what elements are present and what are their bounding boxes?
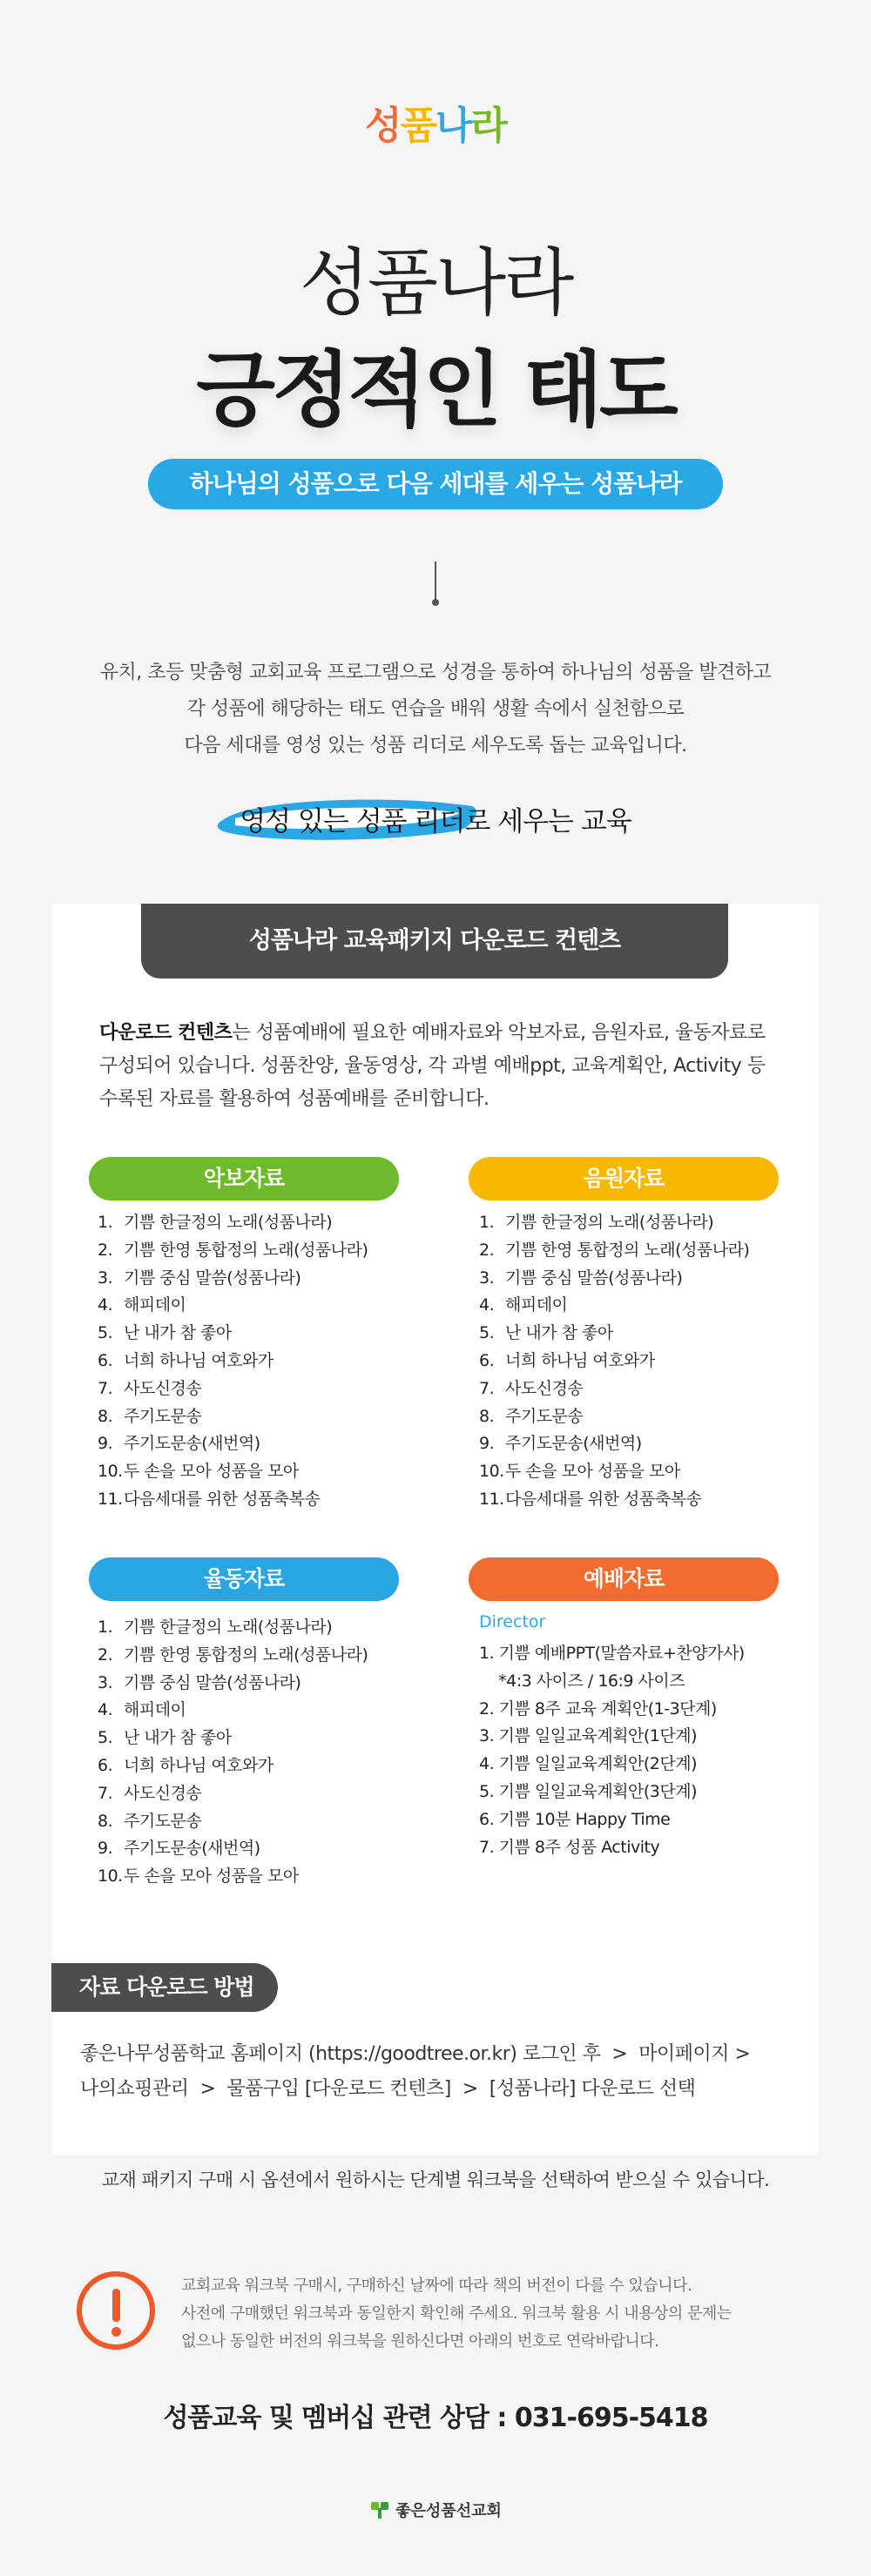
slogan: 영성 있는 성품 리더로 세우는 교육: [240, 806, 631, 837]
desc-line: [99, 1017, 779, 1050]
list-item: 11.다음세대를 위한 성품축복송: [98, 1489, 321, 1509]
warning-line: 없으나 동일한 버전의 워크북을 원하신다면 아래의 번호로 연락바랍니다.: [181, 2332, 659, 2351]
warning-icon: [77, 2271, 155, 2350]
dance-list: [98, 1614, 368, 1891]
list-item: 9. 주기도문송(새번역): [479, 1434, 642, 1454]
list-item: 6. 기쁨 10분 Happy Time: [479, 1809, 671, 1829]
list-item: 11.다음세대를 위한 성품축복송: [479, 1489, 702, 1509]
list-item: 2. 기쁨 한영 통합정의 노래(성품나라): [98, 1644, 368, 1665]
audio-list: [479, 1209, 749, 1514]
desc-bold: 다운로드 컨텐츠: [99, 1022, 233, 1044]
audio-label: 음원자료: [469, 1157, 779, 1201]
footer-logo: [0, 2499, 871, 2521]
list-item: 1. 기쁨 예배PPT(말씀자료+찬양가사): [479, 1644, 745, 1663]
download-line: 나의쇼핑관리 > 물품구입 [다운로드 컨텐츠] > [성품나라] 다운로드 선택: [80, 2078, 696, 2100]
desc-rest: 는 성품예배에 필요한 예배자료와 악보자료, 음원자료, 율동자료로: [232, 1022, 766, 1044]
list-item: 5. 난 내가 참 좋아: [98, 1728, 232, 1748]
list-item: 9. 주기도문송(새번역): [98, 1434, 260, 1454]
subtitle-badge: 하나님의 성품으로 다음 세대를 세우는 성품나라: [148, 459, 723, 509]
download-instructions: [80, 2037, 794, 2107]
list-item: 8. 주기도문송: [98, 1406, 202, 1426]
brand-logo: [0, 94, 871, 150]
dance-label: 율동자료: [89, 1557, 399, 1601]
package-note: 교재 패키지 구매 시 옵션에서 원하시는 단계별 워크북을 선택하여 받으실 수 있습니다.: [101, 2169, 770, 2190]
list-item: 3. 기쁨 중심 말씀(성품나라): [98, 1268, 301, 1288]
footer-name: 좋은성품선교회: [395, 2502, 502, 2520]
list-item: 7. 기쁨 8주 성품 Activity: [479, 1837, 660, 1857]
intro-text: [0, 655, 871, 764]
page-title: 성품나라: [299, 240, 572, 326]
list-item: 3. 기쁨 중심 말씀(성품나라): [479, 1268, 683, 1288]
list-item: 4. 기쁨 일일교육계획안(2단계): [479, 1754, 698, 1774]
warning-line: 사전에 구매했던 워크북과 동일한지 확인해 주세요. 워크북 활용 시 내용상의 문제는: [181, 2304, 732, 2323]
list-item: 9. 주기도문송(새번역): [98, 1839, 260, 1859]
tree-icon: [369, 2499, 390, 2520]
contact-info: 성품교육 및 멤버십 관련 상담 : 031-695-5418: [163, 2403, 708, 2433]
list-item: 6. 너희 하나님 여호와가: [479, 1350, 655, 1370]
list-item: 7. 사도신경송: [479, 1378, 584, 1398]
list-item: *4:3 사이즈 / 16:9 사이즈: [479, 1671, 685, 1691]
list-item: 3. 기쁨 일일교육계획안(1단계): [479, 1726, 698, 1746]
list-item: 6. 너희 하나님 여호와가: [98, 1350, 273, 1370]
list-item: 10.두 손을 모아 성품을 모아: [479, 1462, 680, 1482]
list-item: 5. 기쁨 일일교육계획안(3단계): [479, 1781, 698, 1801]
intro-line: 유치, 초등 맞춤형 교회교육 프로그램으로 성경을 통하여 하나님의 성품을 발견하고: [99, 662, 772, 683]
sheet-music-label: 악보자료: [89, 1157, 399, 1201]
desc-line: 구성되어 있습니다. 성품찬양, 율동영상, 각 과별 예배ppt, 교육계획안, Activity 등: [99, 1055, 766, 1077]
list-item: 4. 해피데이: [98, 1700, 186, 1720]
intro-line: 각 성품에 해당하는 태도 연습을 배워 생활 속에서 실천함으로: [186, 698, 685, 720]
list-item: 10.두 손을 모아 성품을 모아: [98, 1866, 299, 1887]
list-item: 10.두 손을 모아 성품을 모아: [98, 1462, 299, 1482]
page-headline: 긍정적인 태도: [196, 343, 675, 438]
logo-char: 라: [470, 104, 507, 148]
worship-label: 예배자료: [469, 1557, 779, 1601]
logo-char: 나: [436, 104, 471, 148]
list-item: 1. 기쁨 한글정의 노래(성품나라): [98, 1213, 333, 1232]
divider-dot: [432, 599, 439, 606]
list-item: 3. 기쁨 중심 말씀(성품나라): [98, 1672, 301, 1692]
list-item: 8. 주기도문송: [98, 1811, 202, 1831]
intro-line: 다음 세대를 영성 있는 성품 리더로 세우도록 돕는 교육입니다.: [184, 735, 687, 757]
warning-line: 교회교육 워크북 구매시, 구매하신 날짜에 따라 책의 버전이 다를 수 있습니다.: [181, 2277, 692, 2295]
list-item: 7. 사도신경송: [98, 1783, 202, 1803]
list-item: 4. 해피데이: [479, 1295, 568, 1315]
download-line: 좋은나무성품학교 홈페이지 (https://goodtree.or.kr) 로그인 후 > 마이페이지 >: [80, 2043, 751, 2065]
package-description: [99, 1017, 779, 1116]
sheet-music-list: [98, 1209, 368, 1514]
list-item: 2. 기쁨 한영 통합정의 노래(성품나라): [479, 1240, 750, 1260]
list-item: 4. 해피데이: [98, 1295, 186, 1315]
director-label: Director: [479, 1612, 546, 1631]
desc-line: 수록된 자료를 활용하여 성품예배를 준비합니다.: [99, 1088, 490, 1110]
warning-text: [181, 2272, 808, 2356]
logo-char: 성: [364, 104, 401, 148]
list-item: 5. 난 내가 참 좋아: [98, 1323, 232, 1343]
list-item: 8. 주기도문송: [479, 1406, 584, 1426]
list-item: 2. 기쁨 8주 교육 계획안(1-3단계): [479, 1698, 717, 1718]
worship-list: [479, 1640, 745, 1861]
list-item: 5. 난 내가 참 좋아: [479, 1323, 613, 1343]
list-item: 1. 기쁨 한글정의 노래(성품나라): [98, 1618, 333, 1637]
section-heading: 성품나라 교육패키지 다운로드 컨텐츠: [141, 904, 728, 979]
list-item: 6. 너희 하나님 여호와가: [98, 1755, 273, 1775]
download-method-tab: 자료 다운로드 방법: [51, 1963, 278, 2012]
list-item: 2. 기쁨 한영 통합정의 노래(성품나라): [98, 1240, 368, 1260]
divider-line: [435, 562, 436, 601]
logo-char: 품: [400, 104, 436, 148]
list-item: 7. 사도신경송: [98, 1378, 202, 1398]
list-item: 1. 기쁨 한글정의 노래(성품나라): [479, 1213, 714, 1232]
